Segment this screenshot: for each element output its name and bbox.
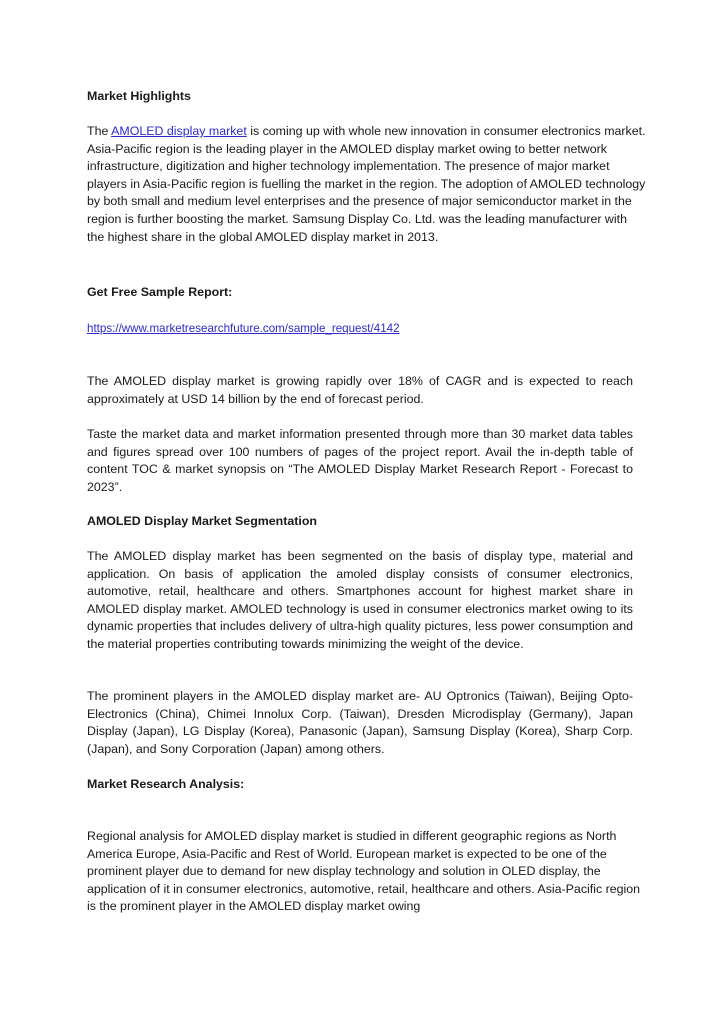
- market-highlights-heading: Market Highlights: [87, 89, 191, 103]
- amoled-market-link[interactable]: AMOLED display market: [111, 124, 247, 138]
- segmentation-heading: AMOLED Display Market Segmentation: [87, 514, 317, 528]
- intro-text-start: The: [87, 124, 112, 138]
- free-sample-heading: Get Free Sample Report:: [87, 285, 233, 299]
- regional-paragraph: Regional analysis for AMOLED display market is studied in different geographic regions as North America Europe, Asia-Pacific and Rest of World. European market is expected to be one of the prominent player due to demand for new display technology and solution in OLED display, the application of it in consumer electronics, automotive, retail, healthcare and others. Asia-Pacific region is the prominent player in the AMOLED display market owing: [87, 829, 641, 914]
- intro-text-rest: is coming up with whole new innovation in consumer electronics market. Asia-Pacific region is the leading player in the AMOLED display market owing to better network infrastructure, digitization and higher technology implementation. The presence of major market players in Asia-Pacific region is fuelling the market in the region. The adoption of AMOLED technology by both small and medium level enterprises and the presence of major semiconductor market in the region is further boosting the market. Samsung Display Co. Ltd. was the leading manufacturer with the highest share in the global AMOLED display market in 2013.: [87, 124, 646, 244]
- players-paragraph: The prominent players in the AMOLED display market are- AU Optronics (Taiwan), Beijing Opto-Electronics (China), Chimei Innolux Corp. (Taiwan), Dresden Microdisplay (Germany), Japan Display (Japan), LG Display (Korea), Panasonic (Japan), Samsung Display (Korea), Sharp Corp. (Japan), and Sony Corporation (Japan) among others.: [87, 689, 633, 756]
- sample-report-link[interactable]: https://www.marketresearchfuture.com/sample_request/4142: [87, 322, 400, 335]
- sample-url-line: [87, 320, 400, 338]
- segmentation-paragraph: The AMOLED display market has been segmented on the basis of display type, material and application. On basis of application the amoled display consists of consumer electronics, automotive, retail, healthcare and others. Smartphones account for highest market share in AMOLED display market. AMOLED technology is used in consumer electronics market owing to its dynamic properties that includes delivery of ultra-high quality pictures, less power consumption and the material properties contributing towards minimizing the weight of the device.: [87, 549, 633, 651]
- report-paragraph: Taste the market data and market information presented through more than 30 market data tables and figures spread over 100 numbers of pages of the project report. Avail the in-depth table of content TOC & market synopsis on “The AMOLED Display Market Research Report - Forecast to 2023”.: [87, 427, 633, 494]
- intro-paragraph: [87, 123, 647, 246]
- growth-paragraph: The AMOLED display market is growing rapidly over 18% of CAGR and is expected to reach approximately at USD 14 billion by the end of forecast period.: [87, 374, 633, 406]
- analysis-heading: Market Research Analysis:: [87, 777, 245, 791]
